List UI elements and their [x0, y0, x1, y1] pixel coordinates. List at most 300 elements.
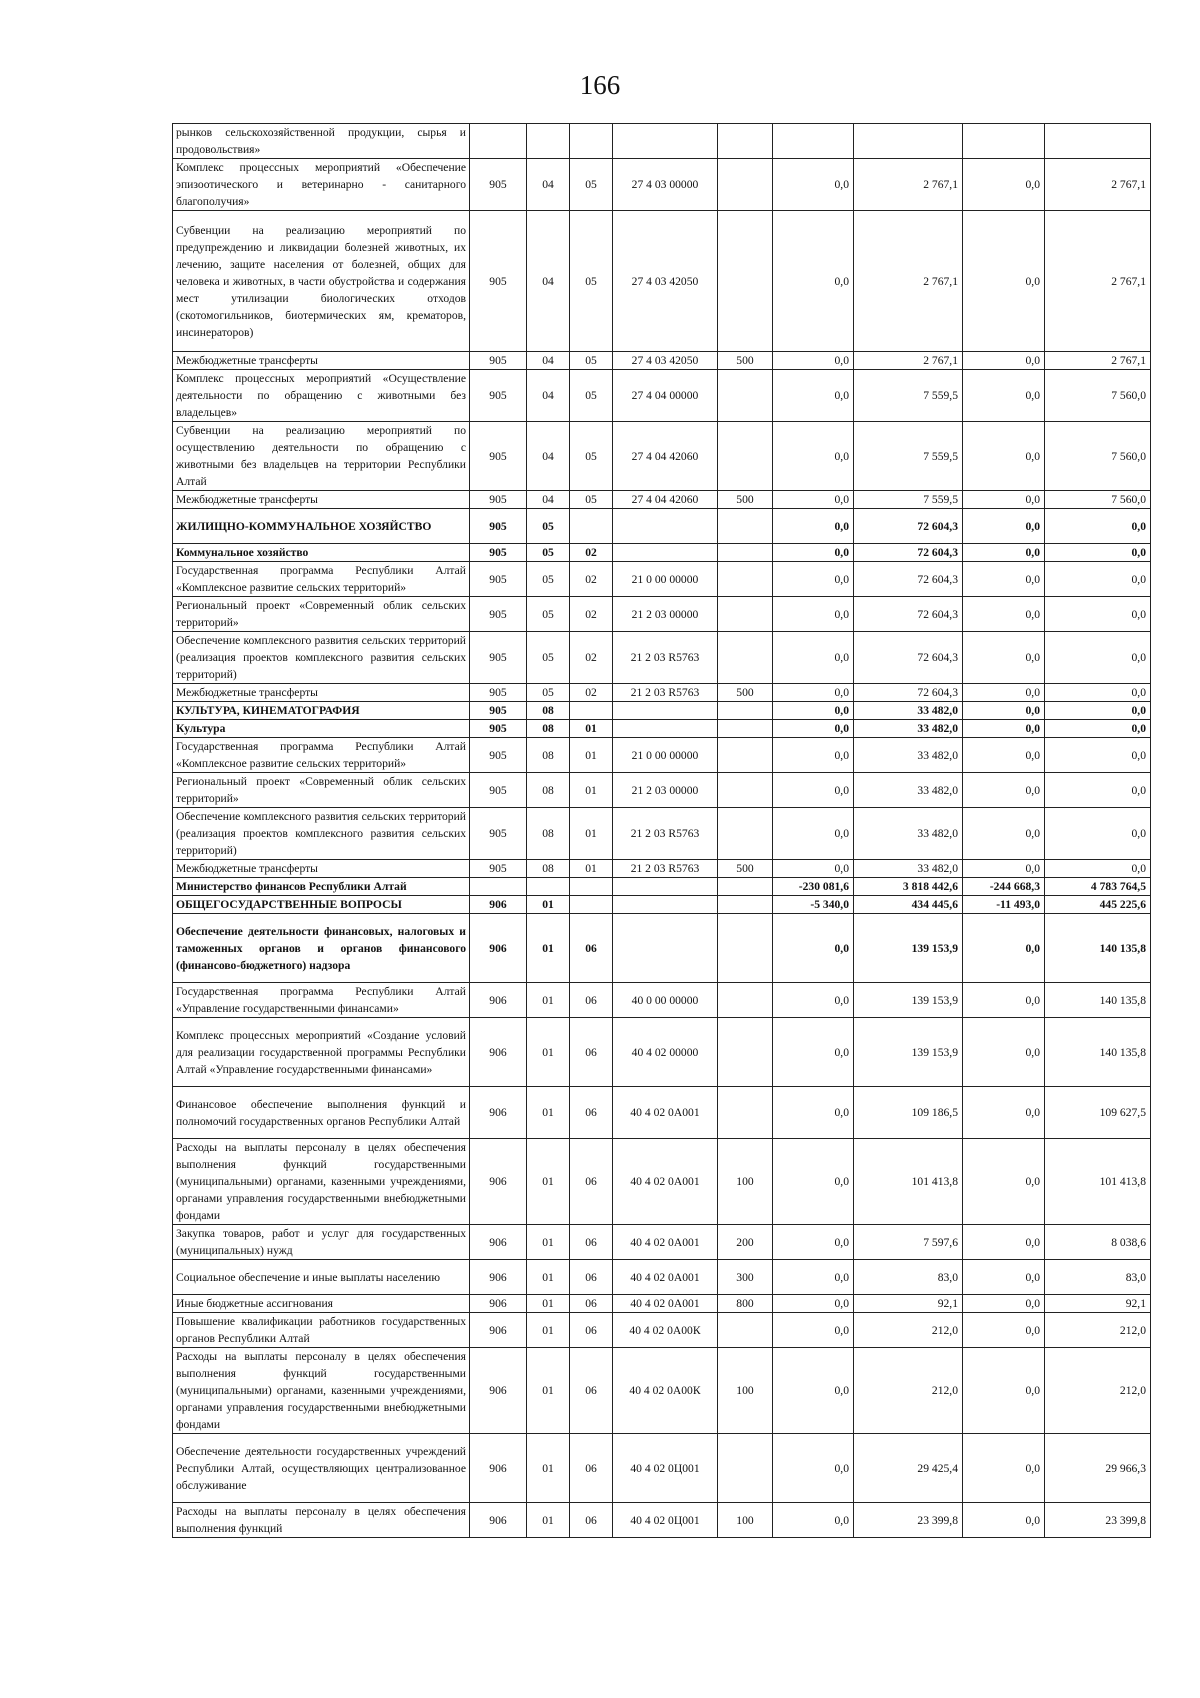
cell-amount-2: 72 604,3 — [854, 597, 963, 632]
cell-section-code: 08 — [527, 720, 570, 738]
table-row — [173, 1313, 1151, 1348]
cell-section-code: 01 — [527, 1434, 570, 1503]
cell-gr-code: 906 — [470, 1313, 527, 1348]
cell-subsection-code: 02 — [570, 632, 613, 684]
cell-gr-code: 906 — [470, 1087, 527, 1139]
cell-amount-1: 0,0 — [773, 159, 854, 211]
cell-section-code: 04 — [527, 370, 570, 422]
table-row — [173, 632, 1151, 684]
cell-gr-code: 906 — [470, 1260, 527, 1295]
cell-amount-2: 7 559,5 — [854, 491, 963, 509]
cell-gr-code: 905 — [470, 211, 527, 352]
cell-amount-2: 7 559,5 — [854, 422, 963, 491]
row-name: ОБЩЕГОСУДАРСТВЕННЫЕ ВОПРОСЫ — [173, 896, 470, 914]
cell-amount-2: 2 767,1 — [854, 159, 963, 211]
cell-target-article — [613, 509, 718, 544]
cell-amount-4: 4 783 764,5 — [1045, 878, 1151, 896]
cell-section-code — [527, 124, 570, 159]
cell-section-code: 08 — [527, 702, 570, 720]
cell-amount-3: 0,0 — [963, 738, 1045, 773]
cell-amount-4: 101 413,8 — [1045, 1139, 1151, 1225]
row-name: Межбюджетные трансферты — [173, 860, 470, 878]
cell-subsection-code: 06 — [570, 1434, 613, 1503]
cell-amount-1: 0,0 — [773, 1225, 854, 1260]
table-row — [173, 1348, 1151, 1434]
row-name: Социальное обеспечение и иные выплаты населению — [173, 1260, 470, 1295]
row-name: Обеспечение деятельности финансовых, налоговых и таможенных органов и органов финансового (финансово-бюджетного) надзора — [173, 914, 470, 983]
cell-target-article — [613, 702, 718, 720]
cell-amount-2: 72 604,3 — [854, 684, 963, 702]
cell-amount-2: 33 482,0 — [854, 860, 963, 878]
row-name: Региональный проект «Современный облик сельских территорий» — [173, 773, 470, 808]
cell-expense-type — [718, 878, 773, 896]
cell-section-code: 01 — [527, 1087, 570, 1139]
cell-amount-1: 0,0 — [773, 597, 854, 632]
cell-amount-1: 0,0 — [773, 562, 854, 597]
cell-amount-1: 0,0 — [773, 1313, 854, 1348]
cell-amount-2 — [854, 124, 963, 159]
cell-amount-1: 0,0 — [773, 352, 854, 370]
cell-amount-2: 72 604,3 — [854, 632, 963, 684]
cell-expense-type — [718, 509, 773, 544]
table-row — [173, 878, 1151, 896]
cell-expense-type — [718, 562, 773, 597]
cell-amount-4: 7 560,0 — [1045, 491, 1151, 509]
row-name: Иные бюджетные ассигнования — [173, 1295, 470, 1313]
row-name: Обеспечение комплексного развития сельских территорий (реализация проектов комплексного развития сельских территорий) — [173, 808, 470, 860]
cell-amount-2: 33 482,0 — [854, 702, 963, 720]
cell-amount-3: 0,0 — [963, 1434, 1045, 1503]
cell-section-code: 05 — [527, 562, 570, 597]
table-row — [173, 422, 1151, 491]
budget-table — [172, 123, 1151, 1538]
cell-amount-1: 0,0 — [773, 738, 854, 773]
cell-section-code: 01 — [527, 1503, 570, 1538]
cell-expense-type — [718, 720, 773, 738]
row-name: Межбюджетные трансферты — [173, 352, 470, 370]
cell-amount-4: 7 560,0 — [1045, 422, 1151, 491]
cell-amount-2: 7 559,5 — [854, 370, 963, 422]
cell-target-article: 21 0 00 00000 — [613, 738, 718, 773]
cell-section-code: 08 — [527, 738, 570, 773]
row-name: Субвенции на реализацию мероприятий по осуществлению деятельности по обращению с животными без владельцев на территории Республики Алтай — [173, 422, 470, 491]
cell-amount-4: 0,0 — [1045, 597, 1151, 632]
cell-section-code: 05 — [527, 684, 570, 702]
cell-target-article: 21 0 00 00000 — [613, 562, 718, 597]
cell-expense-type — [718, 544, 773, 562]
cell-amount-4: 0,0 — [1045, 509, 1151, 544]
cell-amount-2: 33 482,0 — [854, 738, 963, 773]
cell-amount-4: 140 135,8 — [1045, 914, 1151, 983]
cell-amount-2: 139 153,9 — [854, 983, 963, 1018]
cell-amount-3: 0,0 — [963, 860, 1045, 878]
table-row — [173, 1260, 1151, 1295]
cell-gr-code: 905 — [470, 684, 527, 702]
cell-gr-code: 906 — [470, 896, 527, 914]
cell-amount-1: 0,0 — [773, 773, 854, 808]
cell-expense-type — [718, 632, 773, 684]
cell-gr-code: 906 — [470, 1139, 527, 1225]
row-name: Комплекс процессных мероприятий «Обеспечение эпизоотического и ветеринарно - санитарного благополучия» — [173, 159, 470, 211]
cell-expense-type — [718, 808, 773, 860]
cell-subsection-code: 05 — [570, 422, 613, 491]
cell-expense-type — [718, 1434, 773, 1503]
cell-amount-1: 0,0 — [773, 702, 854, 720]
row-name: Государственная программа Республики Алтай «Комплексное развитие сельских территорий» — [173, 738, 470, 773]
cell-gr-code: 905 — [470, 352, 527, 370]
cell-amount-3: 0,0 — [963, 509, 1045, 544]
table-row — [173, 684, 1151, 702]
row-name: Повышение квалификации работников государственных органов Республики Алтай — [173, 1313, 470, 1348]
cell-amount-3: 0,0 — [963, 684, 1045, 702]
cell-subsection-code: 02 — [570, 684, 613, 702]
table-row — [173, 738, 1151, 773]
cell-amount-2: 212,0 — [854, 1348, 963, 1434]
cell-amount-2: 434 445,6 — [854, 896, 963, 914]
cell-amount-2: 7 597,6 — [854, 1225, 963, 1260]
table-row — [173, 1295, 1151, 1313]
cell-target-article — [613, 878, 718, 896]
table-row — [173, 1018, 1151, 1087]
cell-target-article: 21 2 03 R5763 — [613, 632, 718, 684]
cell-amount-1 — [773, 124, 854, 159]
row-name: Региональный проект «Современный облик сельских территорий» — [173, 597, 470, 632]
cell-amount-3: 0,0 — [963, 1139, 1045, 1225]
cell-subsection-code: 05 — [570, 352, 613, 370]
cell-section-code: 08 — [527, 773, 570, 808]
cell-amount-4: 0,0 — [1045, 738, 1151, 773]
cell-gr-code: 905 — [470, 808, 527, 860]
cell-target-article: 27 4 04 42060 — [613, 491, 718, 509]
cell-amount-1: -230 081,6 — [773, 878, 854, 896]
cell-amount-3: 0,0 — [963, 1260, 1045, 1295]
cell-section-code: 01 — [527, 1348, 570, 1434]
cell-amount-3: -11 493,0 — [963, 896, 1045, 914]
cell-expense-type: 100 — [718, 1348, 773, 1434]
row-name: Обеспечение комплексного развития сельских территорий (реализация проектов комплексного развития сельских территорий) — [173, 632, 470, 684]
cell-subsection-code: 06 — [570, 1348, 613, 1434]
cell-section-code: 05 — [527, 509, 570, 544]
cell-subsection-code: 01 — [570, 738, 613, 773]
cell-amount-4: 0,0 — [1045, 860, 1151, 878]
cell-amount-2: 2 767,1 — [854, 352, 963, 370]
cell-expense-type — [718, 1313, 773, 1348]
cell-target-article: 40 4 02 0А001 — [613, 1139, 718, 1225]
cell-section-code: 01 — [527, 1260, 570, 1295]
cell-amount-2: 139 153,9 — [854, 1018, 963, 1087]
cell-gr-code — [470, 878, 527, 896]
cell-amount-1: 0,0 — [773, 914, 854, 983]
cell-gr-code: 906 — [470, 1348, 527, 1434]
cell-target-article: 27 4 03 00000 — [613, 159, 718, 211]
cell-subsection-code — [570, 509, 613, 544]
cell-expense-type — [718, 124, 773, 159]
table-row — [173, 509, 1151, 544]
cell-subsection-code — [570, 878, 613, 896]
cell-expense-type: 100 — [718, 1503, 773, 1538]
cell-amount-4: 140 135,8 — [1045, 1018, 1151, 1087]
cell-gr-code: 905 — [470, 597, 527, 632]
cell-amount-1: 0,0 — [773, 1503, 854, 1538]
row-name: Межбюджетные трансферты — [173, 684, 470, 702]
cell-subsection-code: 01 — [570, 808, 613, 860]
row-name: Расходы на выплаты персоналу в целях обеспечения выполнения функций государственными (муниципальными) органами, казенными учреждениями, органами управления государственными внебюджетными фондами — [173, 1348, 470, 1434]
cell-target-article: 40 4 02 0Ц001 — [613, 1503, 718, 1538]
cell-amount-2: 72 604,3 — [854, 562, 963, 597]
cell-amount-3: 0,0 — [963, 159, 1045, 211]
table-row — [173, 1225, 1151, 1260]
cell-amount-4: 0,0 — [1045, 720, 1151, 738]
cell-gr-code: 905 — [470, 860, 527, 878]
table-row — [173, 896, 1151, 914]
cell-subsection-code: 06 — [570, 1313, 613, 1348]
cell-amount-4: 2 767,1 — [1045, 211, 1151, 352]
cell-expense-type — [718, 738, 773, 773]
cell-amount-3: 0,0 — [963, 632, 1045, 684]
cell-amount-1: 0,0 — [773, 808, 854, 860]
cell-target-article — [613, 914, 718, 983]
cell-target-article — [613, 720, 718, 738]
table-row — [173, 983, 1151, 1018]
cell-section-code: 05 — [527, 632, 570, 684]
cell-gr-code: 906 — [470, 1295, 527, 1313]
cell-expense-type — [718, 702, 773, 720]
cell-subsection-code: 06 — [570, 1503, 613, 1538]
row-name: Расходы на выплаты персоналу в целях обеспечения выполнения функций — [173, 1503, 470, 1538]
cell-expense-type: 800 — [718, 1295, 773, 1313]
cell-subsection-code: 06 — [570, 983, 613, 1018]
table-row — [173, 159, 1151, 211]
cell-amount-1: 0,0 — [773, 1260, 854, 1295]
table-row — [173, 491, 1151, 509]
cell-expense-type — [718, 370, 773, 422]
cell-expense-type — [718, 597, 773, 632]
cell-amount-3: 0,0 — [963, 808, 1045, 860]
cell-section-code — [527, 878, 570, 896]
cell-amount-2: 109 186,5 — [854, 1087, 963, 1139]
cell-target-article: 40 4 02 0А00К — [613, 1313, 718, 1348]
cell-amount-1: 0,0 — [773, 509, 854, 544]
row-name: Обеспечение деятельности государственных учреждений Республики Алтай, осуществляющих централизованное обслуживание — [173, 1434, 470, 1503]
cell-amount-3: 0,0 — [963, 422, 1045, 491]
row-name: ЖИЛИЩНО-КОММУНАЛЬНОЕ ХОЗЯЙСТВО — [173, 509, 470, 544]
row-name: Субвенции на реализацию мероприятий по предупреждению и ликвидации болезней животных, их лечению, защите населения от болезней, общих для человека и животных, в части обустройства и содержания мест утилизации биологических отходов (скотомогильников, биотермических ям, крематоров, инсинераторов) — [173, 211, 470, 352]
cell-gr-code: 905 — [470, 773, 527, 808]
cell-amount-2: 33 482,0 — [854, 808, 963, 860]
cell-amount-2: 139 153,9 — [854, 914, 963, 983]
table-row — [173, 352, 1151, 370]
cell-subsection-code: 06 — [570, 1260, 613, 1295]
cell-amount-1: 0,0 — [773, 1018, 854, 1087]
cell-amount-4: 0,0 — [1045, 632, 1151, 684]
cell-amount-3: 0,0 — [963, 983, 1045, 1018]
table-row — [173, 1503, 1151, 1538]
row-name: Государственная программа Республики Алтай «Комплексное развитие сельских территорий» — [173, 562, 470, 597]
cell-amount-3: 0,0 — [963, 1503, 1045, 1538]
cell-expense-type: 500 — [718, 491, 773, 509]
cell-amount-3: 0,0 — [963, 352, 1045, 370]
page-number: 166 — [579, 70, 621, 100]
cell-amount-3: 0,0 — [963, 597, 1045, 632]
table-row — [173, 720, 1151, 738]
table-row — [173, 773, 1151, 808]
cell-amount-1: 0,0 — [773, 491, 854, 509]
cell-subsection-code: 06 — [570, 1225, 613, 1260]
cell-section-code: 04 — [527, 491, 570, 509]
cell-target-article: 40 4 02 0А001 — [613, 1295, 718, 1313]
cell-gr-code: 905 — [470, 702, 527, 720]
cell-subsection-code: 06 — [570, 1295, 613, 1313]
cell-amount-3: 0,0 — [963, 1018, 1045, 1087]
table-row — [173, 914, 1151, 983]
cell-expense-type: 100 — [718, 1139, 773, 1225]
cell-amount-2: 2 767,1 — [854, 211, 963, 352]
cell-expense-type — [718, 914, 773, 983]
cell-amount-4: 445 225,6 — [1045, 896, 1151, 914]
cell-gr-code: 905 — [470, 738, 527, 773]
cell-amount-3: 0,0 — [963, 211, 1045, 352]
cell-subsection-code: 05 — [570, 159, 613, 211]
cell-amount-4: 92,1 — [1045, 1295, 1151, 1313]
cell-amount-2: 212,0 — [854, 1313, 963, 1348]
cell-amount-4: 0,0 — [1045, 562, 1151, 597]
cell-target-article: 40 4 02 0А001 — [613, 1087, 718, 1139]
cell-amount-4: 83,0 — [1045, 1260, 1151, 1295]
cell-amount-4: 2 767,1 — [1045, 352, 1151, 370]
cell-amount-1: 0,0 — [773, 720, 854, 738]
cell-section-code: 08 — [527, 860, 570, 878]
table-row — [173, 860, 1151, 878]
cell-amount-4: 212,0 — [1045, 1313, 1151, 1348]
cell-subsection-code: 05 — [570, 370, 613, 422]
cell-amount-2: 23 399,8 — [854, 1503, 963, 1538]
cell-target-article: 27 4 04 42060 — [613, 422, 718, 491]
cell-amount-1: 0,0 — [773, 684, 854, 702]
cell-subsection-code: 01 — [570, 720, 613, 738]
cell-target-article: 21 2 03 R5763 — [613, 860, 718, 878]
cell-gr-code: 906 — [470, 983, 527, 1018]
cell-amount-4: 7 560,0 — [1045, 370, 1151, 422]
cell-gr-code: 905 — [470, 159, 527, 211]
cell-section-code: 01 — [527, 1018, 570, 1087]
cell-subsection-code: 06 — [570, 1139, 613, 1225]
cell-amount-4: 212,0 — [1045, 1348, 1151, 1434]
cell-amount-2: 29 425,4 — [854, 1434, 963, 1503]
cell-amount-1: 0,0 — [773, 1295, 854, 1313]
cell-amount-2: 101 413,8 — [854, 1139, 963, 1225]
cell-section-code: 04 — [527, 159, 570, 211]
cell-target-article: 27 4 03 42050 — [613, 211, 718, 352]
cell-amount-1: 0,0 — [773, 1434, 854, 1503]
cell-amount-4: 109 627,5 — [1045, 1087, 1151, 1139]
row-name: Министерство финансов Республики Алтай — [173, 878, 470, 896]
cell-amount-3: 0,0 — [963, 914, 1045, 983]
table-row — [173, 544, 1151, 562]
cell-amount-3: 0,0 — [963, 720, 1045, 738]
cell-section-code: 04 — [527, 422, 570, 491]
row-name: Расходы на выплаты персоналу в целях обеспечения выполнения функций государственными (муниципальными) органами, казенными учреждениями, органами управления государственными внебюджетными фондами — [173, 1139, 470, 1225]
cell-amount-3: 0,0 — [963, 1087, 1045, 1139]
cell-subsection-code — [570, 896, 613, 914]
cell-amount-4: 8 038,6 — [1045, 1225, 1151, 1260]
cell-amount-2: 83,0 — [854, 1260, 963, 1295]
table-row — [173, 370, 1151, 422]
cell-gr-code: 905 — [470, 720, 527, 738]
cell-amount-4 — [1045, 124, 1151, 159]
cell-amount-1: 0,0 — [773, 422, 854, 491]
cell-amount-4: 23 399,8 — [1045, 1503, 1151, 1538]
cell-amount-4: 0,0 — [1045, 808, 1151, 860]
cell-amount-1: 0,0 — [773, 211, 854, 352]
cell-gr-code: 905 — [470, 544, 527, 562]
cell-target-article — [613, 124, 718, 159]
cell-amount-1: 0,0 — [773, 1139, 854, 1225]
cell-section-code: 01 — [527, 914, 570, 983]
cell-amount-2: 33 482,0 — [854, 773, 963, 808]
table-row — [173, 808, 1151, 860]
cell-target-article: 21 2 03 R5763 — [613, 684, 718, 702]
row-name: Межбюджетные трансферты — [173, 491, 470, 509]
cell-gr-code: 905 — [470, 509, 527, 544]
cell-target-article: 27 4 04 00000 — [613, 370, 718, 422]
cell-amount-3 — [963, 124, 1045, 159]
cell-section-code: 05 — [527, 544, 570, 562]
cell-section-code: 04 — [527, 211, 570, 352]
table-row — [173, 1087, 1151, 1139]
cell-target-article: 40 4 02 0А001 — [613, 1225, 718, 1260]
cell-gr-code: 906 — [470, 1503, 527, 1538]
cell-amount-4: 0,0 — [1045, 544, 1151, 562]
cell-expense-type — [718, 773, 773, 808]
cell-subsection-code: 01 — [570, 773, 613, 808]
table-row — [173, 1139, 1151, 1225]
row-name: Коммунальное хозяйство — [173, 544, 470, 562]
row-name: КУЛЬТУРА, КИНЕМАТОГРАФИЯ — [173, 702, 470, 720]
cell-amount-4: 0,0 — [1045, 702, 1151, 720]
table-row — [173, 702, 1151, 720]
cell-section-code: 04 — [527, 352, 570, 370]
cell-amount-3: 0,0 — [963, 1313, 1045, 1348]
cell-target-article — [613, 896, 718, 914]
cell-subsection-code: 01 — [570, 860, 613, 878]
cell-amount-1: 0,0 — [773, 1087, 854, 1139]
cell-amount-3: 0,0 — [963, 1295, 1045, 1313]
cell-target-article — [613, 544, 718, 562]
cell-expense-type — [718, 211, 773, 352]
cell-target-article: 21 2 03 00000 — [613, 773, 718, 808]
cell-amount-1: 0,0 — [773, 1348, 854, 1434]
cell-subsection-code: 05 — [570, 211, 613, 352]
cell-gr-code: 905 — [470, 370, 527, 422]
cell-section-code: 01 — [527, 1225, 570, 1260]
cell-section-code: 01 — [527, 1313, 570, 1348]
cell-gr-code — [470, 124, 527, 159]
row-name: рынков сельскохозяйственной продукции, сырья и продовольствия» — [173, 124, 470, 159]
cell-gr-code: 905 — [470, 632, 527, 684]
cell-gr-code: 905 — [470, 562, 527, 597]
cell-amount-3: 0,0 — [963, 544, 1045, 562]
row-name: Государственная программа Республики Алтай «Управление государственными финансами» — [173, 983, 470, 1018]
row-name: Комплекс процессных мероприятий «Осуществление деятельности по обращению с животными без владельцев» — [173, 370, 470, 422]
cell-amount-3: 0,0 — [963, 370, 1045, 422]
row-name: Культура — [173, 720, 470, 738]
cell-amount-2: 92,1 — [854, 1295, 963, 1313]
cell-amount-3: 0,0 — [963, 1225, 1045, 1260]
table-row — [173, 211, 1151, 352]
cell-amount-3: 0,0 — [963, 1348, 1045, 1434]
cell-target-article: 40 4 02 0А00К — [613, 1348, 718, 1434]
cell-subsection-code: 06 — [570, 914, 613, 983]
